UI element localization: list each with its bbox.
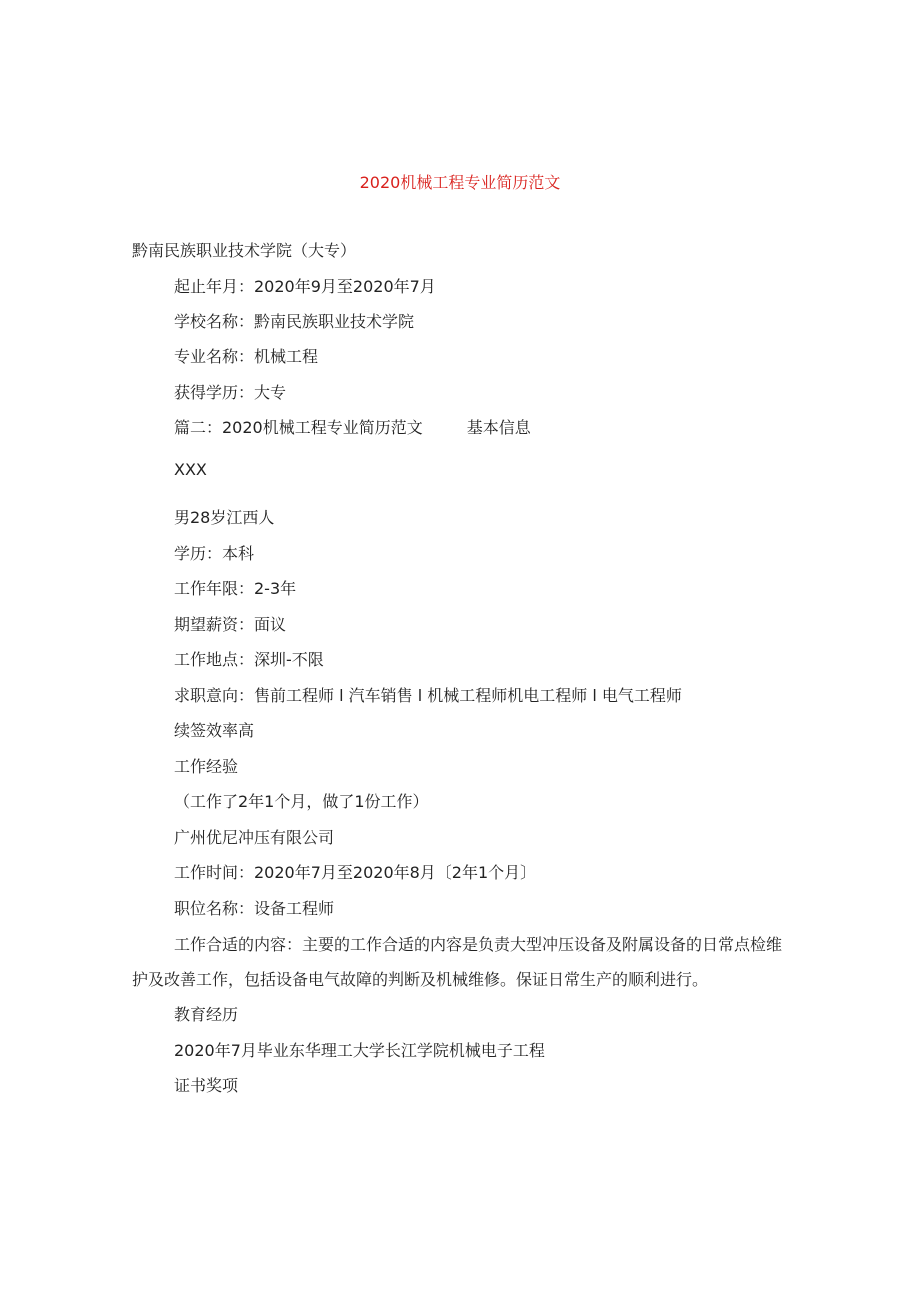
- basic-info-heading: 基本信息: [466, 418, 531, 437]
- duty-paragraph: 工作合适的内容：主要的工作合适的内容是负责大型冲压设备及附属设备的日常点检维护及改善工作，包括设备电气故障的判断及机械维修。保证日常生产的顺利进行。: [132, 935, 783, 989]
- position-line: 职位名称：设备工程师: [174, 899, 335, 918]
- document-title: 2020机械工程专业简历范文: [359, 173, 561, 192]
- cert-heading: 证书奖项: [174, 1076, 239, 1095]
- personal-line: 男28岁江西人: [174, 508, 275, 527]
- degree-line: 获得学历：大专: [174, 383, 287, 402]
- renewal-line: 续签效率高: [174, 721, 255, 740]
- name-line: XXX: [174, 460, 207, 479]
- education-line: 学历：本科: [174, 544, 255, 563]
- edu-heading: 教育经历: [174, 1005, 239, 1024]
- work-exp-heading: 工作经验: [174, 757, 239, 776]
- part2-title: 篇二：2020机械工程专业简历范文: [174, 418, 423, 437]
- company-line: 广州优尼冲压有限公司: [174, 828, 335, 847]
- job-intent-line: 求职意向：售前工程师 l 汽车销售 l 机械工程师机电工程师 l 电气工程师: [174, 686, 682, 705]
- major-line: 专业名称：机械工程: [174, 347, 319, 366]
- school-name-line: 学校名称：黔南民族职业技术学院: [174, 312, 415, 331]
- work-years-line: 工作年限：2-3年: [174, 579, 297, 598]
- work-summary-line: （工作了2年1个月，做了1份工作）: [174, 792, 429, 811]
- period-line: 起止年月：2020年9月至2020年7月: [174, 277, 436, 296]
- salary-line: 期望薪资：面议: [174, 615, 287, 634]
- school-header: 黔南民族职业技术学院（大专）: [132, 241, 357, 260]
- part2-title-line: [174, 417, 531, 439]
- location-line: 工作地点：深圳-不限: [174, 650, 324, 669]
- edu-detail-line: 2020年7月毕业东华理工大学长江学院机械电子工程: [174, 1041, 545, 1060]
- work-time-line: 工作时间：2020年7月至2020年8月〔2年1个月〕: [174, 863, 537, 882]
